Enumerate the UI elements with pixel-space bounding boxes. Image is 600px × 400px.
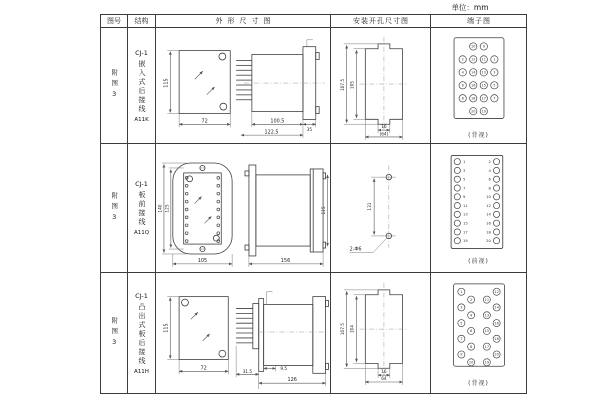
terminal-pin xyxy=(493,211,499,217)
terminal-pin-number: 14 xyxy=(485,212,491,217)
terminal-pin xyxy=(454,211,460,217)
terminal-pin xyxy=(493,167,499,173)
code-label: A11K xyxy=(134,116,149,123)
terminal-pin-number: 1 xyxy=(492,57,495,62)
terminal-pin-number: 7 xyxy=(492,96,495,101)
terminal-pin-number: 18 xyxy=(493,337,499,342)
mounting-hole xyxy=(181,299,188,306)
terminal-comb xyxy=(236,60,252,99)
figure-label: 附图3 xyxy=(110,316,119,350)
terminal-pin xyxy=(185,192,188,195)
terminal-pin-number: 20 xyxy=(485,239,491,244)
figure-label: 附图3 xyxy=(110,191,119,225)
terminal-pin-number: 12 xyxy=(493,290,499,295)
terminal-caption: (背视) xyxy=(468,131,489,139)
terminal-drawing-a11h xyxy=(448,279,510,377)
mounting-hole xyxy=(219,103,226,110)
hole-note: 2-Φ6 xyxy=(349,246,361,253)
terminal-pin-number: 17 xyxy=(462,230,468,235)
terminal-pin-number: 6 xyxy=(469,329,472,334)
side-view xyxy=(244,165,327,267)
mounting-hole xyxy=(218,53,225,60)
terminal-pin-number: 5 xyxy=(492,83,495,88)
dim-opening-width: 64 xyxy=(380,375,387,381)
dim-width: 72 xyxy=(200,364,207,371)
terminal-pin-number: 3 xyxy=(459,305,462,310)
structure-label: 板前接线 xyxy=(138,191,146,227)
dim-width: 72 xyxy=(201,117,208,124)
terminal-pin xyxy=(216,200,219,203)
terminal-pin-number: 5 xyxy=(462,177,465,182)
terminal-pin-number: 6 xyxy=(461,83,464,88)
figure-label: 附图3 xyxy=(110,69,119,102)
terminal-pin xyxy=(454,167,460,173)
code-label: A11Q xyxy=(133,230,150,236)
terminal-pin xyxy=(493,238,499,244)
terminal-pin xyxy=(493,176,499,182)
terminal-pin xyxy=(493,220,499,226)
structure-label: 凸出式板后接线 xyxy=(138,302,146,366)
terminal-pin xyxy=(216,223,219,226)
terminal-pin-number: 15 xyxy=(484,329,489,334)
terminal-pin xyxy=(216,192,219,195)
terminal-pin xyxy=(185,239,188,242)
terminal-pin xyxy=(454,194,460,200)
terminal-pin-number: 6 xyxy=(488,177,491,182)
figure-cell-a11k xyxy=(101,28,128,144)
terminal-pin-number: 19 xyxy=(484,360,489,365)
terminal-pin-number: 9 xyxy=(459,352,462,357)
spec-table xyxy=(100,14,527,394)
terminal-pins-right xyxy=(486,159,500,244)
terminal-pin-number: 16 xyxy=(485,221,491,226)
terminal-pin xyxy=(493,194,499,200)
terminal-pin-number: 12 xyxy=(470,57,475,62)
structure-cell-a11q xyxy=(128,144,156,273)
terminal-pin xyxy=(216,231,219,234)
terminal-pin xyxy=(454,229,460,235)
terminal-pin xyxy=(493,185,499,191)
terminal-pin-number: 3 xyxy=(462,168,465,173)
terminal-pin xyxy=(216,184,219,187)
terminal-pin xyxy=(185,223,188,226)
outline-cell-a11h xyxy=(156,273,331,393)
terminal-pin xyxy=(454,220,460,226)
terminal-pin-number: 2 xyxy=(488,160,491,165)
header-structure: 结构 xyxy=(128,15,156,28)
terminal-cell-a11q xyxy=(431,144,526,273)
terminal-pin-number: 10 xyxy=(470,44,475,49)
structure-label: 嵌入式后接线 xyxy=(138,59,146,114)
terminal-pin-number: 19 xyxy=(462,239,468,244)
dim-panel-gap: 9.5 xyxy=(279,365,287,371)
terminal-pin-number: 11 xyxy=(481,57,486,62)
terminal-pin-number: 8 xyxy=(461,96,464,101)
unit-label: 单位：mm xyxy=(451,3,489,12)
terminal-pin-number: 10 xyxy=(468,360,473,365)
terminal-pin-number: 2 xyxy=(461,57,464,62)
terminal-pins-left xyxy=(454,159,468,244)
dim-width: 105 xyxy=(197,257,207,264)
outline-drawing-a11q xyxy=(157,145,330,272)
terminal-pin-number: 18 xyxy=(470,96,475,101)
dim-body-depth: 100.5 xyxy=(269,117,284,124)
front-view xyxy=(163,50,230,127)
dim-inner-height: 125 xyxy=(164,203,170,213)
header-install: 安装开孔尺寸图 xyxy=(331,15,431,28)
outline-drawing-a11k xyxy=(157,29,330,143)
terminal-pin-number: 15 xyxy=(462,221,468,226)
terminal-pin-number: 4 xyxy=(488,168,491,173)
dim-body-length: 126 xyxy=(286,376,297,383)
terminal-pin-number: 16 xyxy=(493,321,499,326)
dim-outer-height: 107.5 xyxy=(339,78,345,91)
terminal-pin-number: 8 xyxy=(488,186,491,191)
terminal-pin-number: 13 xyxy=(481,70,486,75)
terminal-pin xyxy=(454,185,460,191)
terminal-pin-number: 3 xyxy=(492,70,495,75)
terminal-pin-number: 4 xyxy=(461,70,464,75)
mounting-hole xyxy=(213,235,219,241)
terminal-pin xyxy=(493,159,499,165)
terminal-pin xyxy=(216,208,219,211)
terminal-pin-number: 8 xyxy=(469,344,472,349)
dim-opening-width: (64) xyxy=(379,130,388,136)
terminal-pin-number: 13 xyxy=(484,313,489,318)
dim-height: 115 xyxy=(162,77,169,88)
terminal-comb xyxy=(236,308,253,342)
terminal-pin-number: 14 xyxy=(493,305,499,310)
mounting-hole xyxy=(218,350,225,357)
terminal-pin-number: 17 xyxy=(484,344,489,349)
install-cell-a11h xyxy=(331,273,431,393)
dim-outer-height: 107.5 xyxy=(339,322,345,335)
model-label: CJ-1 xyxy=(135,48,148,57)
terminal-pin-number: 17 xyxy=(481,96,486,101)
terminal-dots xyxy=(185,176,219,242)
terminal-pin-number: 1 xyxy=(459,290,462,295)
terminal-pin xyxy=(185,231,188,234)
terminal-pins xyxy=(459,42,498,114)
terminal-pin xyxy=(216,216,219,219)
terminal-caption: (背视) xyxy=(468,380,489,387)
install-drawing-a11h xyxy=(332,275,430,392)
outline-cell-a11q xyxy=(156,144,331,273)
header-outline: 外形尺寸图 xyxy=(156,15,331,28)
terminal-pin xyxy=(493,229,499,235)
terminal-pin xyxy=(454,202,460,208)
dim-length: 156 xyxy=(280,257,290,264)
dim-flange-depth: 35 xyxy=(306,126,312,132)
terminal-pin-number: 2 xyxy=(469,297,472,302)
terminal-pin-number: 19 xyxy=(481,108,486,113)
terminal-cell-a11h xyxy=(431,273,526,393)
terminal-pin xyxy=(185,216,188,219)
terminal-drawing-a11k xyxy=(448,33,510,129)
figure-cell-a11h xyxy=(101,273,128,393)
terminal-pin-number: 5 xyxy=(459,321,462,326)
terminal-pin-number: 10 xyxy=(485,195,491,200)
code-label: A11H xyxy=(134,368,149,375)
terminal-pins xyxy=(457,288,499,366)
terminal-pin-number: 15 xyxy=(481,83,486,88)
terminal-pin xyxy=(216,176,219,179)
model-label: CJ-1 xyxy=(135,291,148,300)
terminal-pin-number: 1 xyxy=(462,160,465,165)
terminal-pin xyxy=(185,184,188,187)
terminal-pin-number: 12 xyxy=(485,203,491,208)
dim-terminal-depth: 31.5 xyxy=(242,368,252,374)
front-view xyxy=(157,163,232,267)
outline-cell-a11k xyxy=(156,28,331,144)
terminal-caption: (前视) xyxy=(468,258,489,265)
terminal-pin-number: 11 xyxy=(462,203,468,208)
terminal-pin xyxy=(185,208,188,211)
dim-hole-spacing: 131 xyxy=(366,202,372,211)
structure-cell-a11h xyxy=(128,273,156,393)
terminal-pin xyxy=(454,238,460,244)
terminal-pin-number: 4 xyxy=(469,313,472,318)
terminal-pin xyxy=(454,176,460,182)
terminal-pin-number: 20 xyxy=(493,352,499,357)
model-label: CJ-1 xyxy=(135,180,148,188)
terminal-pin-number: 14 xyxy=(470,70,475,75)
terminal-drawing-a11q xyxy=(448,151,510,255)
dim-outer-height: 140 xyxy=(157,203,163,213)
dim-total-depth: 122.5 xyxy=(263,129,279,136)
dim-slot-width: 16 xyxy=(380,368,387,374)
terminal-pin-number: 18 xyxy=(485,230,491,235)
terminal-pin-number: 11 xyxy=(484,297,489,302)
terminal-pin-number: 7 xyxy=(462,186,465,191)
dim-height: 115 xyxy=(321,205,327,215)
dim-inner-height: 104 xyxy=(349,324,355,333)
terminal-pin-number: 9 xyxy=(462,195,465,200)
install-cell-a11q xyxy=(331,144,431,273)
side-view xyxy=(236,39,324,137)
header-terminal: 端子图 xyxy=(431,15,526,28)
front-view xyxy=(163,296,228,374)
dim-inner-height: 105 xyxy=(349,80,355,89)
terminal-pin-number: 7 xyxy=(459,337,462,342)
install-cell-a11k xyxy=(331,28,431,144)
terminal-pin xyxy=(185,200,188,203)
structure-cell-a11k xyxy=(128,28,156,144)
terminal-pin-number: 16 xyxy=(470,83,475,88)
install-drawing-a11q xyxy=(332,145,430,272)
dim-height: 115 xyxy=(162,322,169,333)
terminal-pin xyxy=(493,202,499,208)
outline-drawing-a11h xyxy=(157,275,330,392)
terminal-pin xyxy=(454,159,460,165)
terminal-cell-a11k xyxy=(431,28,526,144)
terminal-pin-number: 9 xyxy=(482,44,485,49)
figure-cell-a11q xyxy=(101,144,128,273)
install-drawing-a11k xyxy=(332,29,430,143)
dim-slot-width: 16 xyxy=(380,123,387,129)
header-figure: 图号 xyxy=(101,15,128,28)
side-view xyxy=(236,291,328,388)
terminal-pin-number: 13 xyxy=(462,212,468,217)
terminal-pin-number: 20 xyxy=(470,108,475,113)
